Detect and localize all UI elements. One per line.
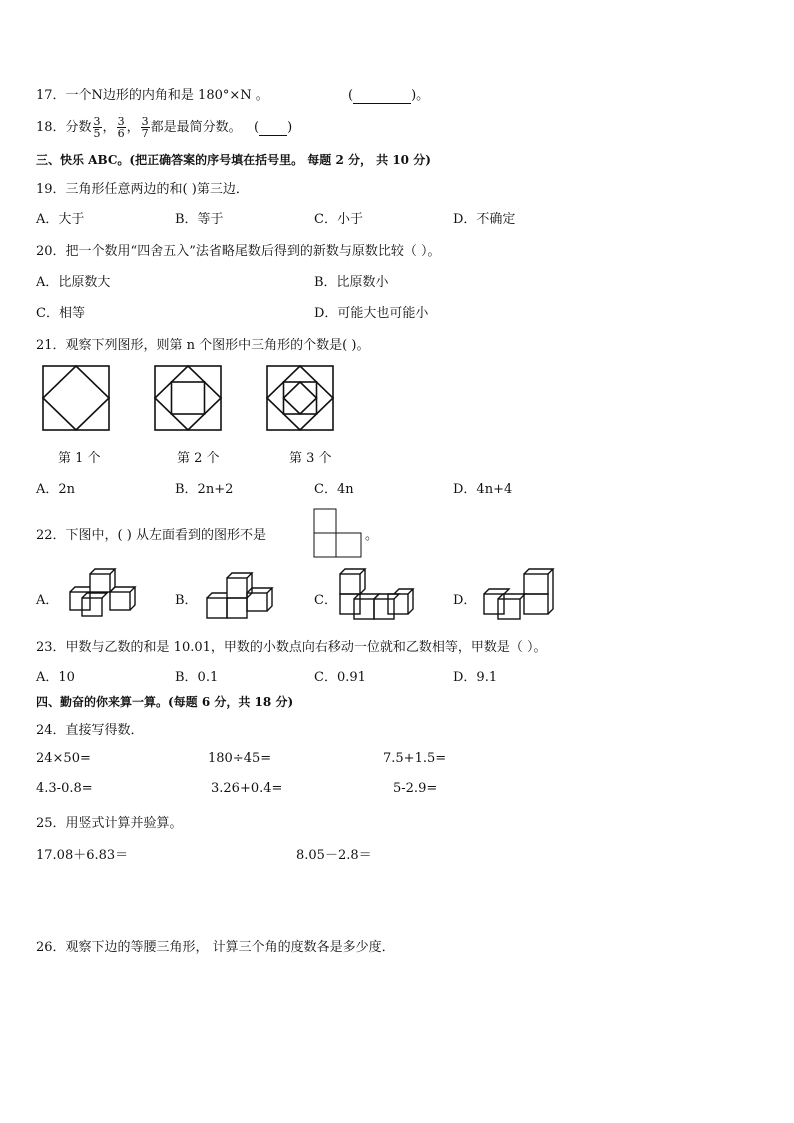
q22-left-view-figure — [313, 508, 363, 558]
q24-item-1[interactable]: 24×50= — [36, 751, 91, 766]
q24-text: 24．直接写得数． — [36, 723, 144, 738]
q19-option-b[interactable]: B．等于 — [175, 212, 224, 227]
q24-item-3[interactable]: 7.5+1.5= — [383, 751, 447, 766]
q20-option-d[interactable]: D．可能大也可能小 — [314, 306, 429, 321]
q22-option-a[interactable]: A． — [36, 593, 59, 608]
q18-fraction-2: $\frac{3}{6}$ — [117, 115, 125, 140]
q17 — [36, 84, 269, 103]
q21-option-a[interactable]: A．2n — [36, 482, 76, 497]
figure-2 — [154, 365, 222, 431]
figure-1-caption: 第 1 个 — [58, 451, 101, 466]
q17-blank[interactable] — [353, 88, 411, 104]
figure-1 — [42, 365, 110, 431]
q23-option-a[interactable]: A．10 — [36, 670, 75, 685]
figure-3-caption: 第 3 个 — [289, 451, 332, 466]
q23-option-c[interactable]: C．0.91 — [314, 670, 366, 685]
q19-text: 19．三角形任意两边的和( )第三边． — [36, 182, 249, 197]
q25-item-1[interactable]: 17.08＋6.83＝ — [36, 848, 129, 863]
section-3-title: 三、快乐 ABC。(把正确答案的序号填在括号里。 每题 2 分， 共 10 分) — [36, 153, 431, 167]
section-4-title: 四、勤奋的你来算一算。(每题 6 分，共 18 分) — [36, 695, 294, 709]
q22-text: 22．下图中，( ) 从左面看到的图形不是 — [36, 528, 266, 543]
q19-option-c[interactable]: C．小于 — [314, 212, 363, 227]
q21-option-d[interactable]: D．4n+4 — [453, 482, 513, 497]
q22-option-d[interactable]: D． — [453, 593, 477, 608]
q20-option-b[interactable]: B．比原数小 — [314, 275, 389, 290]
q20-option-c[interactable]: C．相等 — [36, 306, 85, 321]
q22-option-c-cubes — [338, 566, 414, 622]
q23-option-d[interactable]: D．9.1 — [453, 670, 498, 685]
q18: 18．分数 $\frac{3}{5}$ ， $\frac{3}{6}$ ， $\frac{3}{7}$ 都是最简分数。 ( ) — [36, 115, 293, 140]
q26-text: 26．观察下边的等腰三角形， 计算三个角的度数各是多少度． — [36, 940, 395, 955]
q21-option-c[interactable]: C．4n — [314, 482, 354, 497]
q22-option-c[interactable]: C． — [314, 593, 337, 608]
q23-option-b[interactable]: B．0.1 — [175, 670, 219, 685]
q21-text: 21．观察下列图形，则第 n 个图形中三角形的个数是( )。 — [36, 338, 370, 353]
q22-option-b[interactable]: B． — [175, 593, 198, 608]
figure-2-caption: 第 2 个 — [177, 451, 220, 466]
q21-option-b[interactable]: B．2n+2 — [175, 482, 234, 497]
q18-fraction-1: $\frac{3}{5}$ — [93, 115, 101, 140]
q24-item-6[interactable]: 5-2.9= — [393, 781, 438, 796]
q25-text: 25．用竖式计算并验算。 — [36, 816, 183, 831]
figure-3 — [266, 365, 334, 431]
q19-option-a[interactable]: A．大于 — [36, 212, 85, 227]
q18-blank[interactable] — [259, 120, 287, 136]
q24-item-5[interactable]: 3.26+0.4= — [211, 781, 283, 796]
q20-option-a[interactable]: A．比原数大 — [36, 275, 111, 290]
q20-text: 20．把一个数用“四舍五入”法省略尾数后得到的新数与原数比较（ ）。 — [36, 244, 441, 259]
q22-option-b-cubes — [205, 570, 275, 622]
q17-text: 17．一个N边形的内角和是 180°×N 。 — [36, 88, 269, 103]
q23-text: 23．甲数与乙数的和是 10.01，甲数的小数点向右移动一位就和乙数相等，甲数是（ ）。 — [36, 640, 547, 655]
q24-item-2[interactable]: 180÷45= — [208, 751, 272, 766]
q22-text-end: 。 — [365, 528, 379, 543]
q19-option-d[interactable]: D．不确定 — [453, 212, 516, 227]
q24-item-4[interactable]: 4.3-0.8= — [36, 781, 93, 796]
q22-option-d-cubes — [482, 566, 558, 622]
q18-fraction-3: $\frac{3}{7}$ — [141, 115, 149, 140]
q25-item-2[interactable]: 8.05－2.8＝ — [296, 848, 372, 863]
q17-answer[interactable]: ( )。 — [348, 88, 430, 103]
q22-option-a-cubes — [68, 568, 138, 620]
